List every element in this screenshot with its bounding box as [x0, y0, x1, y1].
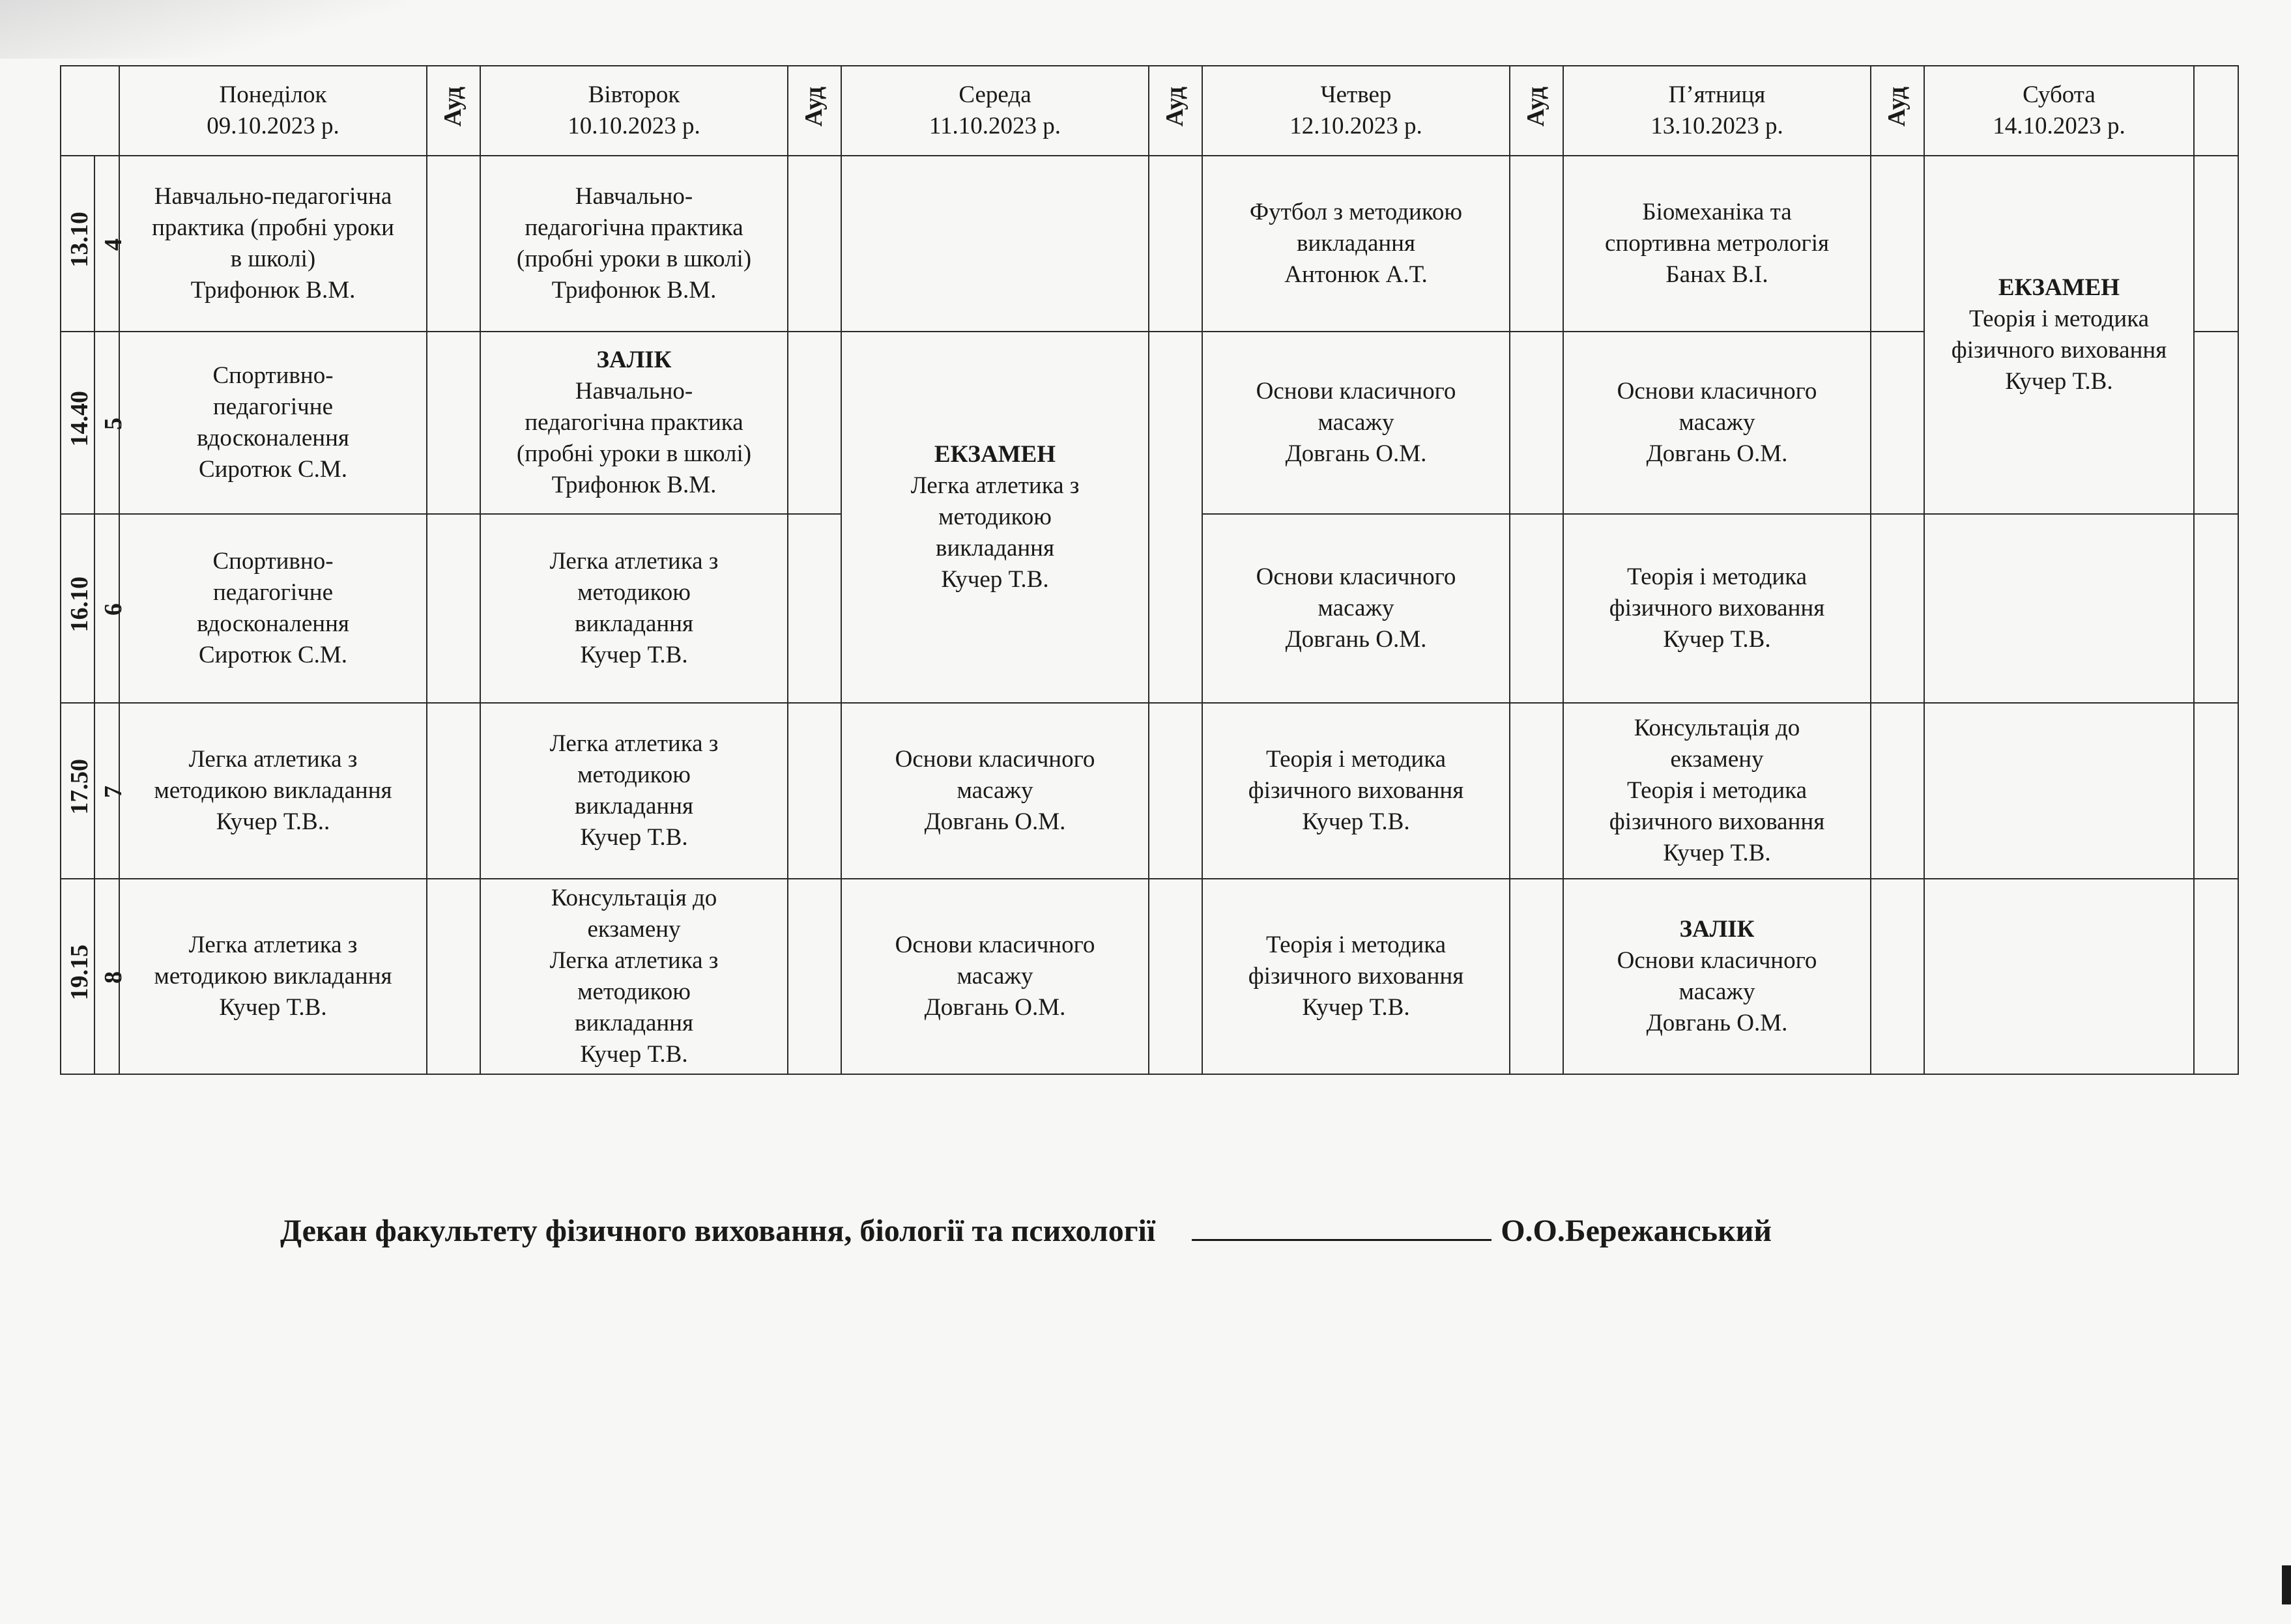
pair-number-cell: 4 — [94, 156, 119, 332]
aud-cell — [1149, 332, 1202, 703]
dean-signature-line — [280, 1213, 1772, 1249]
aud-cell — [1510, 156, 1563, 332]
aud-cell — [2194, 514, 2238, 703]
aud-cell — [1149, 879, 1202, 1074]
aud-cell — [1871, 514, 1924, 703]
aud-header: Ауд — [1149, 66, 1202, 156]
aud-cell — [1510, 332, 1563, 514]
table-row — [61, 879, 2238, 1074]
header-row — [61, 66, 2238, 156]
lesson-cell-exam: ЕКЗАМЕН Легка атлетика з методикою викладання Кучер Т.В. — [841, 332, 1149, 703]
aud-cell — [1871, 703, 1924, 879]
lesson-cell — [841, 156, 1149, 332]
pair-number-cell: 8 — [94, 879, 119, 1074]
lesson-cell: Легка атлетика з методикою викладання Кучер Т.В. — [480, 703, 788, 879]
pair-number-cell: 7 — [94, 703, 119, 879]
aud-cell — [427, 879, 480, 1074]
signature-blank — [1192, 1236, 1491, 1241]
day-header-saturday: Субота 14.10.2023 р. — [1924, 66, 2194, 156]
lesson-cell: Теорія і методика фізичного виховання Кучер Т.В. — [1202, 879, 1510, 1074]
lesson-cell: Легка атлетика з методикою викладання Кучер Т.В.. — [119, 703, 427, 879]
aud-cell — [1510, 703, 1563, 879]
aud-cell — [1149, 703, 1202, 879]
lesson-cell: Навчально- педагогічна практика (пробні уроки в школі) Трифонюк В.М. — [480, 156, 788, 332]
day-header-wednesday: Середа 11.10.2023 р. — [841, 66, 1149, 156]
day-header-thursday: Четвер 12.10.2023 р. — [1202, 66, 1510, 156]
lesson-cell: Теорія і методика фізичного виховання Кучер Т.В. — [1202, 703, 1510, 879]
dean-title: Декан факультету фізичного виховання, біології та психології — [280, 1214, 1156, 1248]
aud-cell — [427, 703, 480, 879]
lesson-cell: Легка атлетика з методикою викладання Кучер Т.В. — [119, 879, 427, 1074]
lesson-cell: Легка атлетика з методикою викладання Кучер Т.В. — [480, 514, 788, 703]
aud-cell — [427, 514, 480, 703]
aud-cell — [427, 332, 480, 514]
aud-header — [2194, 66, 2238, 156]
aud-header: Ауд — [788, 66, 841, 156]
aud-cell — [2194, 879, 2238, 1074]
lesson-cell: Біомеханіка та спортивна метрологія Банах В.І. — [1563, 156, 1871, 332]
lesson-cell — [1924, 703, 2194, 879]
aud-cell — [1510, 514, 1563, 703]
lesson-cell: Основи класичного масажу Довгань О.М. — [841, 879, 1149, 1074]
lesson-cell: Консультація до екзамену Теорія і методика фізичного виховання Кучер Т.В. — [1563, 703, 1871, 879]
time-cell: 14.40 — [61, 332, 94, 514]
lesson-cell: Спортивно- педагогічне вдосконалення Сиротюк С.М. — [119, 332, 427, 514]
schedule-table — [60, 65, 2239, 1075]
lesson-cell: Основи класичного масажу Довгань О.М. — [1202, 332, 1510, 514]
aud-cell — [2194, 703, 2238, 879]
time-cell: 13.10 — [61, 156, 94, 332]
lesson-cell: Навчально-педагогічна практика (пробні уроки в школі) Трифонюк В.М. — [119, 156, 427, 332]
lesson-cell — [1924, 514, 2194, 703]
aud-cell — [2194, 156, 2238, 332]
header-corner — [61, 66, 119, 156]
lesson-cell: Теорія і методика фізичного виховання Кучер Т.В. — [1563, 514, 1871, 703]
scan-corner-shadow — [0, 0, 404, 59]
aud-cell — [1871, 332, 1924, 514]
aud-cell — [1871, 156, 1924, 332]
aud-cell — [1871, 879, 1924, 1074]
lesson-cell: Консультація до екзамену Легка атлетика з методикою викладання Кучер Т.В. — [480, 879, 788, 1074]
lesson-cell-credit: ЗАЛІК Основи класичного масажу Довгань О.М. — [1563, 879, 1871, 1074]
lesson-cell: Спортивно- педагогічне вдосконалення Сиротюк С.М. — [119, 514, 427, 703]
lesson-cell-credit: ЗАЛІК Навчально- педагогічна практика (пробні уроки в школі) Трифонюк В.М. — [480, 332, 788, 514]
aud-cell — [427, 156, 480, 332]
day-header-friday: П’ятниця 13.10.2023 р. — [1563, 66, 1871, 156]
table-row — [61, 703, 2238, 879]
aud-cell — [788, 332, 841, 514]
pair-number-cell: 6 — [94, 514, 119, 703]
lesson-cell: Футбол з методикою викладання Антонюк А.Т. — [1202, 156, 1510, 332]
lesson-cell: Основи класичного масажу Довгань О.М. — [1563, 332, 1871, 514]
aud-cell — [788, 879, 841, 1074]
aud-cell — [788, 156, 841, 332]
day-header-tuesday: Вівторок 10.10.2023 р. — [480, 66, 788, 156]
lesson-cell — [1924, 879, 2194, 1074]
lesson-cell: Основи класичного масажу Довгань О.М. — [1202, 514, 1510, 703]
aud-header: Ауд — [1510, 66, 1563, 156]
aud-header: Ауд — [1871, 66, 1924, 156]
scan-edge-mark — [2282, 1565, 2291, 1604]
aud-cell — [1510, 879, 1563, 1074]
table-row — [61, 156, 2238, 332]
pair-number-cell: 5 — [94, 332, 119, 514]
aud-header: Ауд — [427, 66, 480, 156]
time-cell: 17.50 — [61, 703, 94, 879]
day-header-monday: Понеділок 09.10.2023 р. — [119, 66, 427, 156]
time-cell: 16.10 — [61, 514, 94, 703]
lesson-cell-exam: ЕКЗАМЕН Теорія і методика фізичного виховання Кучер Т.В. — [1924, 156, 2194, 514]
aud-cell — [788, 514, 841, 703]
aud-cell — [2194, 332, 2238, 514]
table-row — [61, 332, 2238, 514]
dean-name: О.О.Бережанський — [1501, 1214, 1772, 1248]
aud-cell — [1149, 156, 1202, 332]
time-cell: 19.15 — [61, 879, 94, 1074]
aud-cell — [788, 703, 841, 879]
lesson-cell: Основи класичного масажу Довгань О.М. — [841, 703, 1149, 879]
